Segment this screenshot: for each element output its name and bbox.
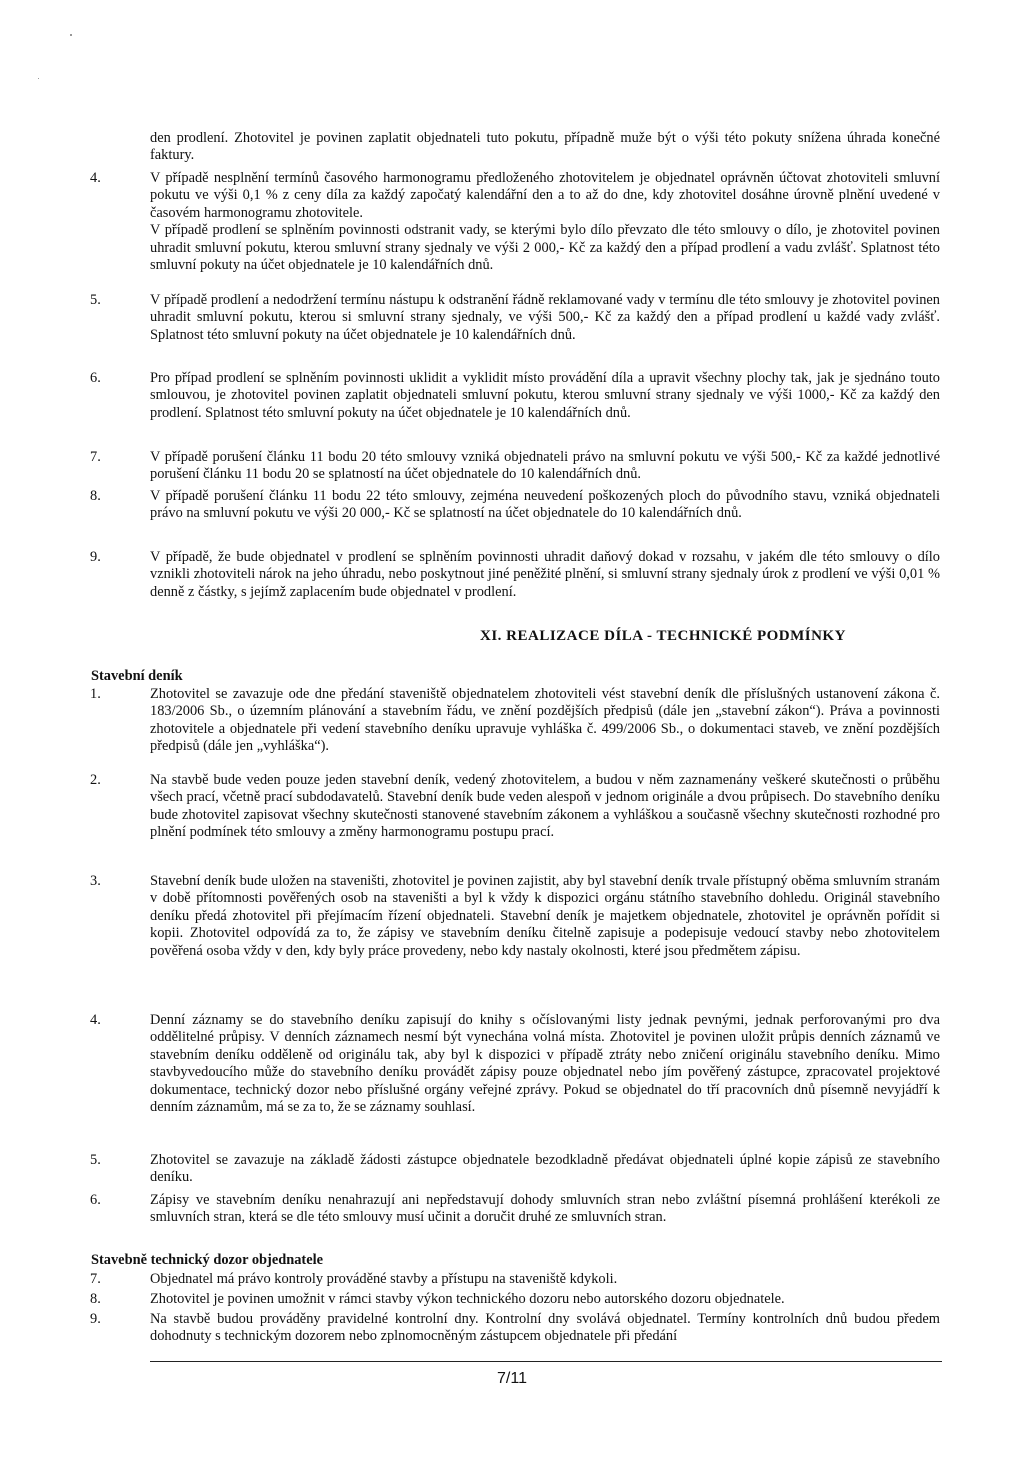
item-text: Pro případ prodlení se splněním povinnosti uklidit a vyklidit místo provádění díla a upravit všechny plochy tak, jak je sjednáno touto smlouvou, je zhotovitel povinen zaplatit objednateli smluvní pokutu, kterou smluvní strany sjednaly ve výši 1000,- Kč za každý den prodlení. Splatnost této smluvní pokuty na účet objednatele je 10 kalendářních dnů. [150,370,940,421]
item-text: Na stavbě budou prováděny pravidelné kontrolní dny. Kontrolní dny svolává objednatel. Termíny kontrolních dnů budou předem dohodnuty s technickým dozorem nebo zplnomocněným zástupcem objednatele při předání [150,1311,940,1345]
subheading-technical-supervision: Stavebně technický dozor objednatele [91,1252,323,1268]
item-number: 2. [90,772,101,788]
item-text: Zápisy ve stavebním deníku nenahrazují ani nepředstavují dohody smluvních stran nebo zvláštní písemná prohlášení kterékoli ze smluvních stran, která se dle této smlouvy musí učinit a doručit druhé ze smluvních stran. [150,1192,940,1226]
intro-paragraph [150,130,940,165]
item-text: Denní záznamy se do stavebního deníku zapisují do knihy s očíslovanými listy jednak pevnými, jednak perforovanými pro dva oddělitelné průpisy. V denních záznamech nesmí být vynechána volná místa. Zhotovitel je povinen uložit průpis denních záznamů ve stavebním deníku odděleně od originálu tak, aby byl k dispozici v případě ztráty nebo zničení originálu stavebního deníku. Mimo stavbyvedoucího může do stavebního deníku provádět zápisy pouze objednatel nebo jím pověřený zástupce, zpracovatel projektové dokumentace, technický dozor nebo příslušné orgány veřejné zprávy. Pokud se objednatel do tří pracovních dnů písemně nevyjádří k denním záznamům, má se za to, že se záznamy souhlasí. [150,1012,940,1116]
list-item [90,292,940,344]
page-number: 7/11 [497,1370,527,1387]
list-item [90,1192,940,1227]
item-number: 6. [90,370,101,386]
list-item [90,488,940,523]
item-number: 1. [90,686,101,702]
list-item [90,1152,940,1187]
item-text: Zhotovitel je povinen umožnit v rámci stavby výkon technického dozoru nebo autorského dozoru objednatele. [150,1291,785,1307]
item-text: V případě prodlení a nedodržení termínu nástupu k odstranění řádně reklamované vady v termínu dle této smlouvy je zhotovitel povinen uhradit smluvní pokutu, kterou si smluvní strany sjednaly, ve výši 500,- Kč za každý den a případ prodlení u každé vady zvlášť. Splatnost této smluvní pokuty na účet objednatele je 10 kalendářních dnů. [150,292,940,343]
item-number: 5. [90,292,101,308]
list-item [90,1311,940,1346]
item-number: 4. [90,170,101,186]
item-number: 8. [90,1291,101,1307]
item-text: Stavební deník bude uložen na staveništi, zhotovitel je povinen zajistit, aby byl stavební deník trvale přístupný oběma smluvním stranám v době přítomnosti pověřených osob na staveništi a byl k vždy k dispozici orgánu státního stavebního dohledu. Originál stavebního deníku předá zhotovitel při přejímacím řízení objednateli. Stavební deník je majetkem objednatele, zhotovitel je oprávněn pořídit si kopii. Zhotovitel odpovídá za to, že zápisy ve stavebním deníku čitelně zapisuje a podepisuje vedoucí stavby nebo zhotovitelem pověřená osoba vždy v den, kdy byly práce provedeny, nebo kdy nastaly okolnosti, které jsou předmětem zápisu. [150,873,940,959]
item-text: Objednatel má právo kontroly prováděné stavby a přístupu na staveniště kdykoli. [150,1271,618,1287]
item-number: 4. [90,1012,101,1028]
section-title: XI. REALIZACE DÍLA - TECHNICKÉ PODMÍNKY [480,628,846,644]
item-text: V případě, že bude objednatel v prodlení se splněním povinnosti uhradit daňový dokad v rozsahu, v jakém dle této smlouvy o dílo vznikli zhotoviteli nárok na jeho úhradu, nebo poskytnout jiné peněžité plnění, si smluvní strany sjednaly úrok z prodlení ve výši 0,01 % denně z částky, s jejímž zaplacením bude objednatel v prodlení. [150,549,940,600]
subheading-construction-diary: Stavební deník [91,668,183,684]
footer-divider [150,1361,942,1362]
item-number: 3. [90,873,101,889]
list-item [90,1012,940,1116]
item-number: 9. [90,549,101,565]
list-item [90,772,940,842]
list-item [90,449,940,484]
list-item [90,549,940,601]
list-item [90,686,940,756]
item-text: V případě porušení článku 11 bodu 20 této smlouvy vzniká objednateli právo na smluvní pokutu ve výši 500,- Kč za každé jednotlivé porušení článku 11 bodu 20 se splatností na účet objednatele do 10 kalendářních dnů. [150,449,940,483]
item-text: V případě nesplnění termínů časového harmonogramu předloženého zhotovitelem je objednatel oprávněn účtovat zhotoviteli smluvní pokutu ve výši 0,1 % z ceny díla za každý započatý kalendářní den a to až do dne, kdy zhotovitel dosáhne úrovně plnění uvedené v časovém harmonogramu zhotovitele. [150,170,940,221]
item-text: V případě porušení článku 11 bodu 22 této smlouvy, zejména neuvedení poškozených ploch do původního stavu, vzniká objednateli právo na smluvní pokutu ve výši 20 000,- Kč se splatností na účet objednatele do 10 kalendářních dnů. [150,488,940,522]
item-number: 6. [90,1192,101,1208]
item-text: Zhotovitel se zavazuje na základě žádosti zástupce objednatele bezodkladně předávat objednateli úplné kopie zápisů ze stavebního deníku. [150,1152,940,1186]
item-number: 7. [90,1271,101,1287]
intro-text: den prodlení. Zhotovitel je povinen zaplatit objednateli tuto pokutu, případně muže být o výši této pokuty snížena úhrada konečné faktury. [150,130,940,164]
item-number: 7. [90,449,101,465]
list-item [90,873,940,960]
item-text: Zhotovitel se zavazuje ode dne předání staveniště objednatelem zhotoviteli vést stavební deník dle příslušných ustanovení zákona č. 183/2006 Sb., o územním plánování a stavebním řádu, ve znění pozdějších předpisů (dále jen „stavební zákon“). Práva a povinnosti zhotovitele a objednatele při vedení stavebního deníku upravuje vyhláška č. 499/2006 Sb., o dokumentaci staveb, ve znění pozdějších předpisů (dále jen „vyhláška“). [150,686,940,755]
list-item [90,1291,940,1308]
item-text: V případě prodlení se splněním povinnosti odstranit vady, se kterými bylo dílo převzato dle této smlouvy o dílo, je zhotovitel povinen uhradit smluvní pokutu, kterou smluvní strany sjednaly ve výši 2 000,- Kč za každý den a případ prodlení a vadu zvlášť. Splatnost této smluvní pokuty na účet objednatele je 10 kalendářních dnů. [150,222,940,274]
item-number: 9. [90,1311,101,1327]
scan-speck [70,34,72,36]
list-item [90,370,940,422]
item-number: 5. [90,1152,101,1168]
scan-speck [38,78,39,79]
list-item [90,170,940,274]
list-item [90,1271,940,1288]
item-number: 8. [90,488,101,504]
item-text: Na stavbě bude veden pouze jeden stavební deník, vedený zhotovitelem, a budou v něm zaznamenány veškeré skutečnosti o průběhu všech prací, včetně prací subdodavatelů. Stavební deník bude veden alespoň v jednom originále a dvou průpisech. Do stavebního deníku bude zhotovitel zapisovat všechny skutečnosti stanovené stavebním zákonem a vyhláškou a současně všechny skutečnosti rozhodné pro plnění podmínek této smlouvy a změny harmonogramu postupu prací. [150,772,940,841]
